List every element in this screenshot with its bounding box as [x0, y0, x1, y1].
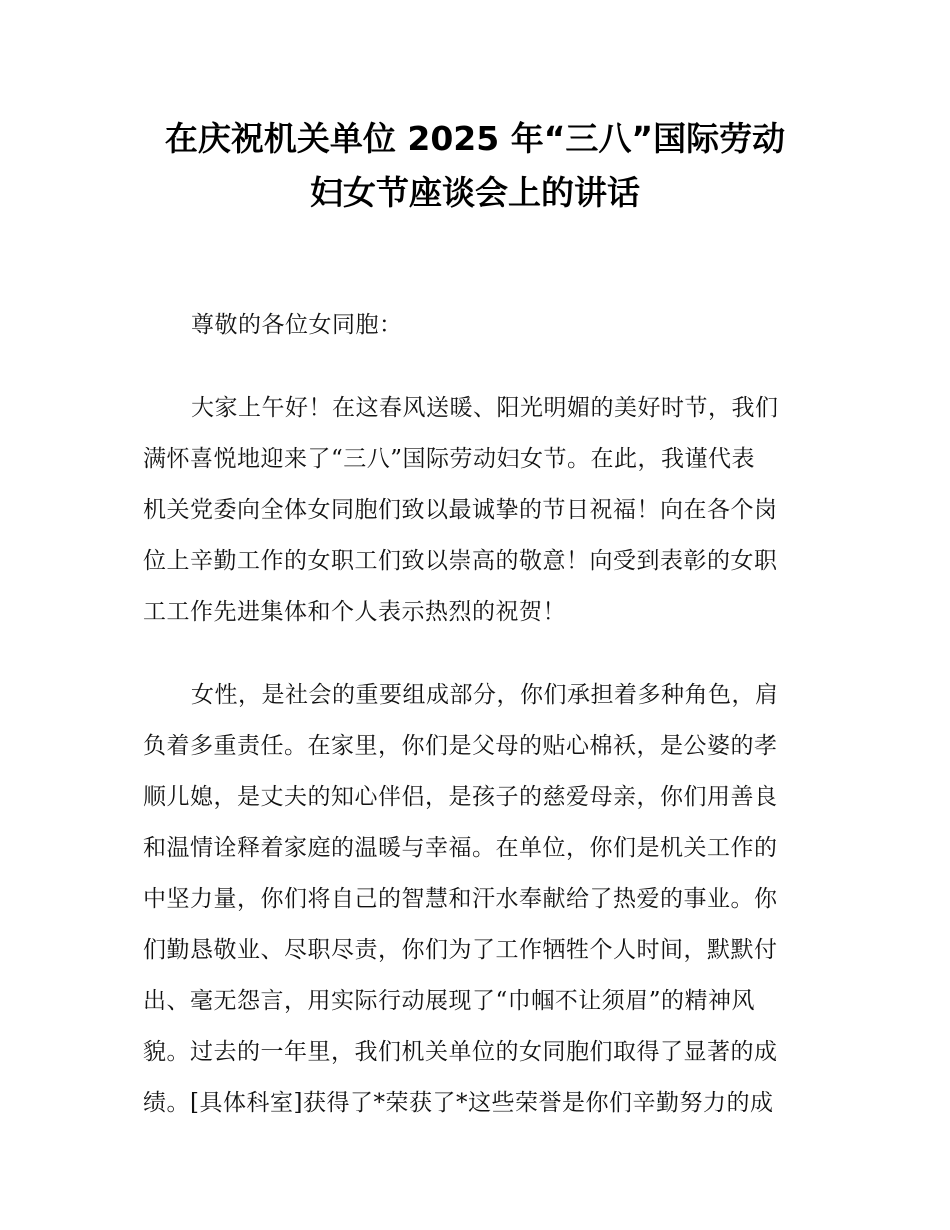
paragraph-line: 中坚力量，你们将自己的智慧和汗水奉献给了热爱的事业。你	[143, 886, 778, 912]
paragraph-line: 们勤恳敬业、尽职尽责，你们为了工作牺牲个人时间，默默付	[143, 937, 778, 963]
title-line-1: 在庆祝机关单位 2025 年“三八”国际劳动	[164, 119, 786, 158]
document-title	[100, 112, 850, 220]
paragraph-line: 机关党委向全体女同胞们致以最诚挚的节日祝福！向在各个岗	[143, 497, 778, 523]
paragraph-line: 绩。[具体科室]获得了*荣获了*这些荣誉是你们辛勤努力的成	[143, 1090, 774, 1116]
paragraph-line: 工工作先进集体和个人表示热烈的祝贺！	[143, 599, 566, 625]
document-body	[143, 300, 813, 1129]
paragraph-line: 貌。过去的一年里，我们机关单位的女同胞们取得了显著的成	[143, 1039, 778, 1065]
paragraph-1	[143, 383, 813, 638]
salutation: 尊敬的各位女同胞：	[191, 312, 403, 338]
paragraph-2	[143, 670, 813, 1129]
paragraph-line: 出、毫无怨言，用实际行动展现了“巾帼不让须眉”的精神风	[143, 988, 756, 1014]
paragraph-line: 和温情诠释着家庭的温暖与幸福。在单位，你们是机关工作的	[143, 835, 778, 861]
paragraph-line: 位上辛勤工作的女职工们致以崇高的敬意！向受到表彰的女职	[143, 548, 778, 574]
paragraph-line: 负着多重责任。在家里，你们是父母的贴心棉袄，是公婆的孝	[143, 733, 778, 759]
title-line-2: 妇女节座谈会上的讲话	[310, 173, 640, 212]
paragraph-line: 满怀喜悦地迎来了“三八”国际劳动妇女节。在此，我谨代表	[143, 446, 756, 472]
paragraph-line: 大家上午好！在这春风送暖、阳光明媚的美好时节，我们	[191, 395, 779, 421]
paragraph-line: 女性，是社会的重要组成部分，你们承担着多种角色，肩	[191, 682, 779, 708]
paragraph-line: 顺儿媳，是丈夫的知心伴侣，是孩子的慈爱母亲，你们用善良	[143, 784, 778, 810]
